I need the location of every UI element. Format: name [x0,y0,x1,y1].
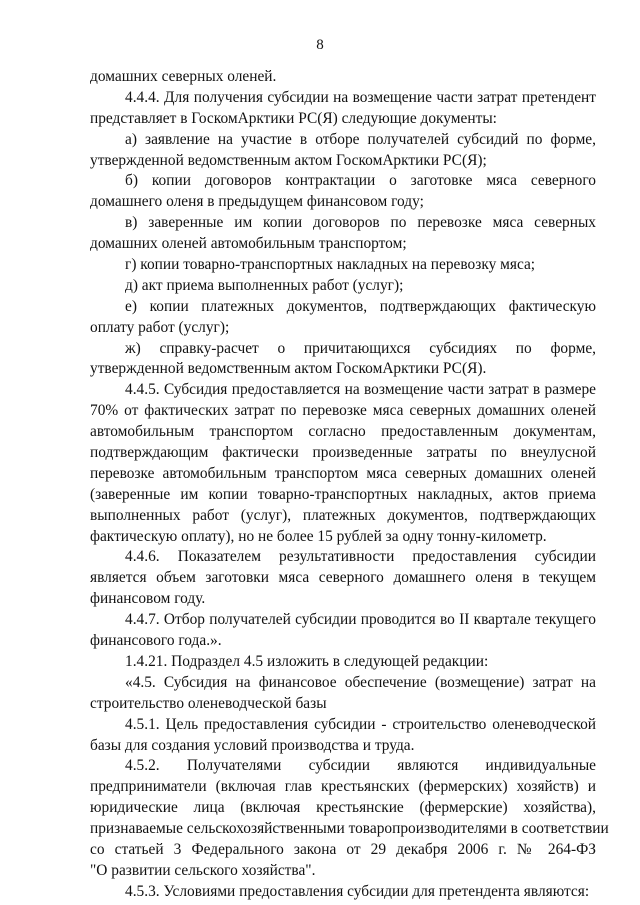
text-line: автомобильным транспортом согласно предоставленным документам, [90,423,596,441]
text-line: домашних оленей автомобильным транспортом; [90,235,407,253]
text-line: выполненных работ (услуг), платежных документов, подтверждающих [90,506,596,524]
text-line: "О развитии сельского хозяйства". [90,861,316,879]
text-line: 4.4.6. Показателем результативности предоставления субсидии [125,548,596,566]
text-line: строительство оленеводческой базы [90,694,327,712]
text-line: со статьей 3 Федерального закона от 29 декабря 2006 г. № 264-ФЗ [90,840,596,858]
text-line: представляет в ГоскомАрктики РС(Я) следующие документы: [90,109,497,127]
text-line: «4.5. Субсидия на финансовое обеспечение (возмещение) затрат на [125,673,596,691]
text-line: базы для создания условий производства и труда. [90,736,415,754]
text-line: в) заверенные им копии договоров по перевозке мяса северных [125,214,596,232]
text-line: утвержденной ведомственным актом ГоскомАрктики РС(Я). [90,360,487,378]
text-line: домашнего оленя в предыдущем финансовом году; [90,193,424,211]
text-line: финансового года.». [90,632,222,650]
text-line: 1.4.21. Подраздел 4.5 изложить в следующей редакции: [125,652,489,670]
text-line: 4.4.7. Отбор получателей субсидии проводится во II квартале текущего [125,611,596,629]
text-line: признаваемые сельскохозяйственными товаропроизводителями в соответствии [90,820,609,838]
text-line: предприниматели (включая глав крестьянских (фермерских) хозяйств) и [90,778,596,796]
text-line: г) копии товарно-транспортных накладных на перевозку мяса; [125,256,536,274]
text-line: 70% от фактических затрат по перевозке мяса северных домашних оленей [90,402,596,420]
text-line: 4.4.5. Субсидия предоставляется на возмещение части затрат в размере [125,381,596,399]
text-line: финансовом году. [90,590,206,608]
text-line: домашних северных оленей. [90,68,277,85]
text-line: является объем заготовки мяса северного домашнего оленя в текущем [90,569,596,587]
text-line: ж) справку-расчет о причитающихся субсидиях по форме, [125,339,596,357]
text-line: д) акт приема выполненных работ (услуг); [125,276,404,294]
text-line: (заверенные им копии товарно-транспортных накладных, актов приема [90,485,596,503]
text-line: а) заявление на участие в отборе получателей субсидий по форме, [125,130,596,148]
text-line: б) копии договоров контрактации о заготовке мяса северного [125,172,596,190]
text-line: 4.5.3. Условиями предоставления субсидии для претендента являются: [125,882,590,900]
document-body [90,67,609,903]
text-line: подтверждающим фактически произведенные затраты по внеулусной [90,444,596,462]
text-line: утвержденной ведомственным актом ГоскомАрктики РС(Я); [90,151,487,169]
text-line: 4.5.1. Цель предоставления субсидии - строительство оленеводческой [125,715,596,733]
text-line: 4.4.4. Для получения субсидии на возмещение части затрат претендент [125,88,596,106]
text-line: оплату работ (услуг); [90,318,230,336]
text-line: фактическую оплату), но не более 15 рублей за одну тонну-километр. [90,527,547,545]
text-line: 4.5.2. Получателями субсидии являются индивидуальные [125,757,596,775]
page-number: 8 [316,37,324,53]
text-line: перевозке автомобильным транспортом мяса северных домашних оленей [90,464,596,482]
text-line: юридические лица (включая крестьянские (фермерские) хозяйства), [90,799,596,817]
text-line: е) копии платежных документов, подтверждающих фактическую [125,297,596,315]
